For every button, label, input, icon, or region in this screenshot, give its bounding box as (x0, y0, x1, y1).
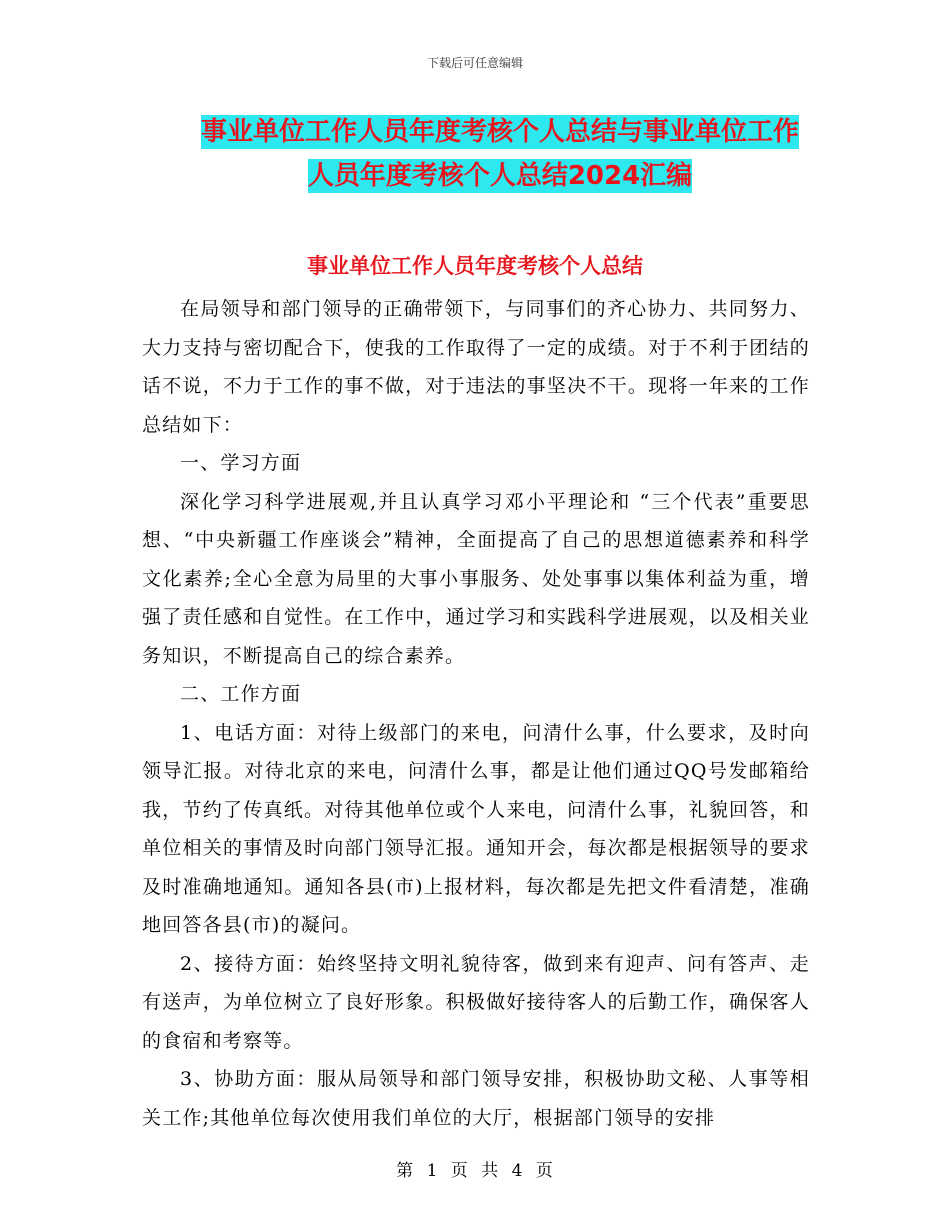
document-title (150, 110, 850, 198)
paragraph-reception: 2、接待方面：始终坚持文明礼貌待客，做到来有迎声、问有答声、走有送声，为单位树立了良好形象。积极做好接待客人的后勤工作，确保客人的食宿和考察等。 (142, 952, 810, 1052)
title-line-1 (150, 110, 850, 154)
page-number: 第 1 页 共 4 页 (396, 1161, 554, 1181)
title-line-2-text: 人员年度考核个人总结2024汇编 (307, 161, 693, 191)
section-title: 事业单位工作人员年度考核个人总结 (307, 254, 643, 278)
paragraph-assist: 3、协助方面：服从局领导和部门领导安排，积极协助文秘、人事等相关工作;其他单位每次使用我们单位的大厅，根据部门领导的安排 (142, 1068, 810, 1129)
title-line-1-text: 事业单位工作人员年度考核个人总结与事业单位工作 (200, 117, 799, 147)
header-note: 下载后可任意编辑 (426, 56, 523, 70)
paragraph-intro: 在局领导和部门领导的正确带领下，与同事们的齐心协力、共同努力、大力支持与密切配合下，使我的工作取得了一定的成绩。对于不利于团结的话不说，不力于工作的事不做，对于违法的事坚决不干。现将一年来的工作总结如下： (142, 298, 810, 436)
heading-study: 一、学习方面 (180, 452, 302, 474)
paragraph-study: 深化学习科学进展观,并且认真学习邓小平理论和 “三个代表”重要思想、“中央新疆工作座谈会”精神，全面提高了自己的思想道德素养和科学文化素养;全心全意为局里的大事小事服务、处处事事以集体利益为重，增强了责任感和自觉性。在工作中，通过学习和实践科学进展观，以及相关业务知识，不断提高自己的综合素养。 (142, 490, 810, 667)
title-line-2 (150, 154, 850, 198)
document-body (142, 290, 810, 1137)
heading-work: 二、工作方面 (180, 683, 302, 705)
paragraph-phone: 1、电话方面：对待上级部门的来电，问清什么事，什么要求，及时向领导汇报。对待北京的来电，问清什么事，都是让他们通过QQ号发邮箱给我，节约了传真纸。对待其他单位或个人来电，问清什么事，礼貌回答，和单位相关的事情及时向部门领导汇报。通知开会，每次都是根据领导的要求及时准确地通知。通知各县(市)上报材料，每次都是先把文件看清楚，准确地回答各县(市)的凝问。 (142, 721, 810, 936)
